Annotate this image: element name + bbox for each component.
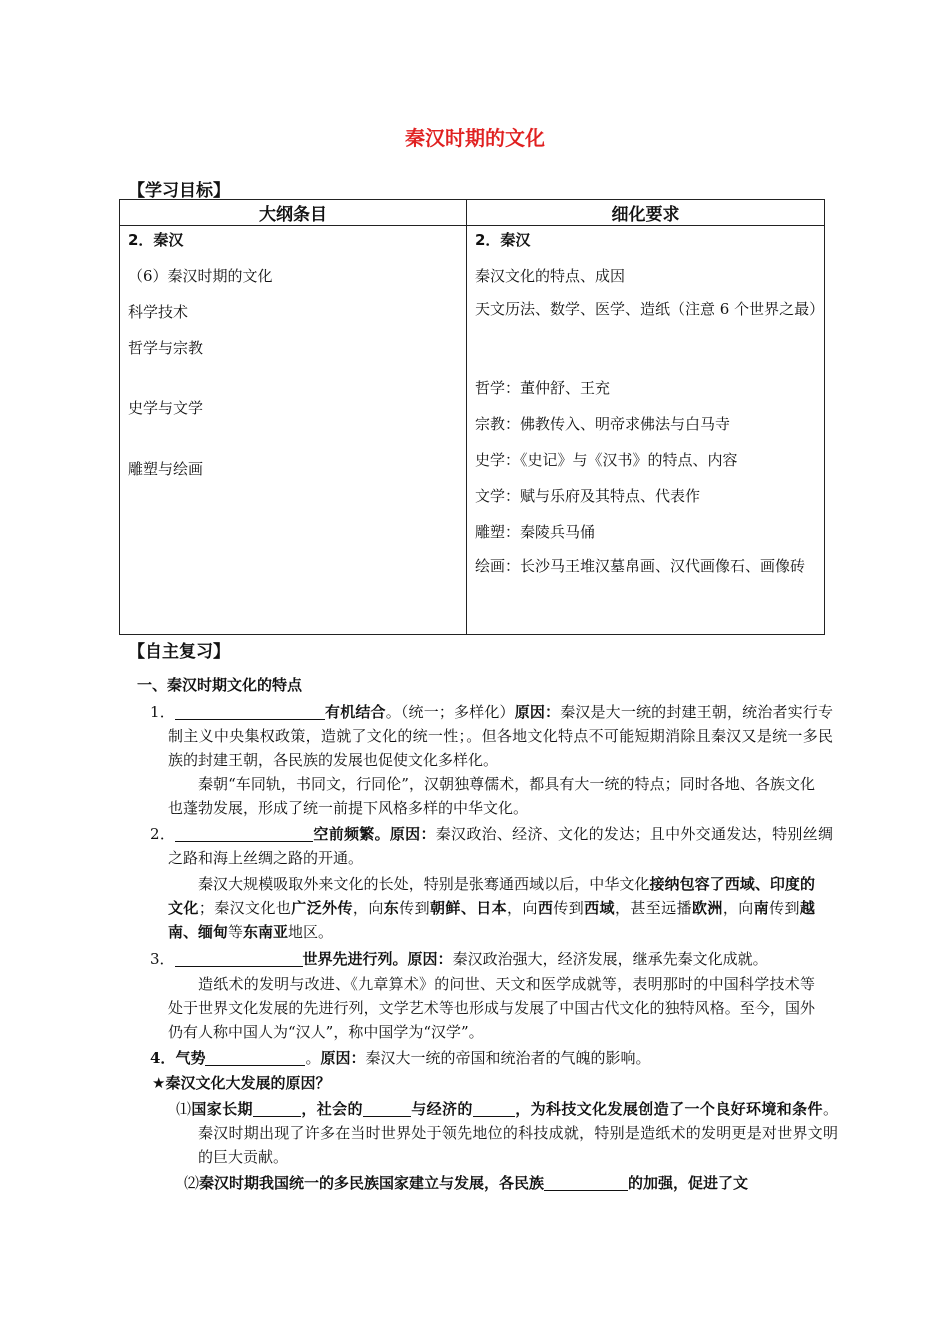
item1-paragraph: 秦朝“车同轨，书同文，行同伦”，汉朝独尊儒术，都具有大一统的特点；同时各地、各族文化也蓬勃发展，形成了统一前提下风格多样的中华文化。 <box>168 775 815 817</box>
reason1: ⑴国家长期 ，社会的 与经济的 ，为科技文化发展创造了一个良好环境和条件。秦汉时期出现了许多在当时世界处于领先地位的科技成就，特别是造纸术的发明更是对世界文明的巨大贡献。 <box>176 1100 838 1166</box>
reason2-blank <box>544 1174 628 1191</box>
goals-table <box>119 199 825 635</box>
review-heading: 【自主复习】 <box>128 642 230 662</box>
item3-bold: 世界先进行列。原因： <box>302 950 453 968</box>
requirement-item: 雕塑：秦陵兵马俑 <box>475 523 596 541</box>
reason2-number: ⑵ <box>184 1174 200 1192</box>
header-outline: 大纲条目 <box>120 200 467 226</box>
item4-bold: 气势 <box>175 1049 206 1067</box>
item2-paragraph: 秦汉大规模吸取外来文化的长处，特别是张骞通西域以后，中华文化接纳包容了西域、印度的文化；秦汉文化也广泛外传，向东传到朝鲜、日本，向西传到西域，甚至远播欧洲，向南传到越南、缅甸等东南亚地区。 <box>168 875 815 941</box>
requirement-item: 绘画：长沙马王堆汉墓帛画、汉代画像石、画像砖 <box>475 557 806 575</box>
item4: 4．气势 。原因：秦汉大一统的帝国和统治者的气魄的影响。 <box>150 1049 651 1067</box>
section1-heading: 一、秦汉时期文化的特点 <box>137 676 303 694</box>
item4-number: 4． <box>150 1049 176 1067</box>
item3-blank <box>175 950 303 967</box>
goals-heading: 【学习目标】 <box>128 181 230 201</box>
item1-reason-label: 原因： <box>514 703 561 721</box>
outline-cell <box>120 226 467 635</box>
item2-number: 2． <box>150 825 176 843</box>
item3 <box>150 947 833 971</box>
item4-reason: 秦汉大一统的帝国和统治者的气魄的影响。 <box>365 1049 651 1067</box>
item4-reason-label: 原因： <box>320 1049 366 1067</box>
item2-bold: 空前频繁。原因： <box>313 825 436 843</box>
item4-blank <box>205 1049 305 1066</box>
item1-reason: 秦汉是大一统的封建王朝，统治者实行专制主义中央集权政策，造就了文化的统一性；。但各地文化特点不可能短期消除且秦汉又是统一多民族的封建王朝，各民族的发展也促使文化多样化。 <box>168 703 833 769</box>
item3-paragraph: 造纸术的发明与改进、《九章算术》的问世、天文和医学成就等，表明那时的中国科学技术等处于世界文化发展的先进行列，文学艺术等也形成与发展了中国古代文化的独特风格。至今，国外仍有人称中国人为“汉人”，称中国学为“汉学”。 <box>168 975 815 1041</box>
reason1-blank-3 <box>473 1100 515 1117</box>
reason2: ⑵秦汉时期我国统一的多民族国家建立与发展，各民族 的加强，促进了文 <box>184 1174 749 1192</box>
outline-item: 哲学与宗教 <box>128 339 204 357</box>
page-title: 秦汉时期的文化 <box>405 126 545 150</box>
header-requirements: 细化要求 <box>467 200 825 226</box>
outline-item: （6）秦汉时期的文化 <box>128 267 273 285</box>
item2 <box>150 822 833 870</box>
item1 <box>150 700 833 772</box>
requirement-item: 天文历法、数学、医学、造纸（注意 6 个世界之最） <box>475 300 825 318</box>
outline-item: 史学与文学 <box>128 399 204 417</box>
reason1-blank-1 <box>253 1100 301 1117</box>
star-heading: ★秦汉文化大发展的原因？ <box>152 1074 331 1092</box>
outline-item: 雕塑与绘画 <box>128 460 204 478</box>
reason1-number: ⑴ <box>176 1100 192 1118</box>
requirement-item: 文学：赋与乐府及其特点、代表作 <box>475 487 701 505</box>
item1-number: 1． <box>150 703 175 721</box>
item1-bold: 有机结合 <box>324 703 386 721</box>
requirement-item: 史学：《史记》与《汉书》的特点、内容 <box>475 451 738 469</box>
item3-number: 3． <box>150 950 175 968</box>
item3-reason: 秦汉政治强大，经济发展，继承先秦文化成就。 <box>452 950 768 968</box>
item1-blank <box>175 703 325 720</box>
requirements-cell <box>467 226 825 635</box>
outline-item: 2．秦汉 <box>128 231 184 249</box>
requirement-item: 2．秦汉 <box>475 231 531 249</box>
reason1-blank-2 <box>363 1100 411 1117</box>
item2-blank <box>175 825 313 842</box>
requirement-item: 秦汉文化的特点、成因 <box>475 267 626 285</box>
requirement-item: 哲学：董仲舒、王充 <box>475 379 611 397</box>
requirement-item: 宗教：佛教传入、明帝求佛法与白马寺 <box>475 415 731 433</box>
outline-item: 科学技术 <box>128 303 189 321</box>
item2-reason: 秦汉政治、经济、文化的发达；且中外交通发达，特别丝绸之路和海上丝绸之路的开通。 <box>168 825 833 867</box>
item1-rest: 。（统一；多样化） <box>385 703 515 721</box>
